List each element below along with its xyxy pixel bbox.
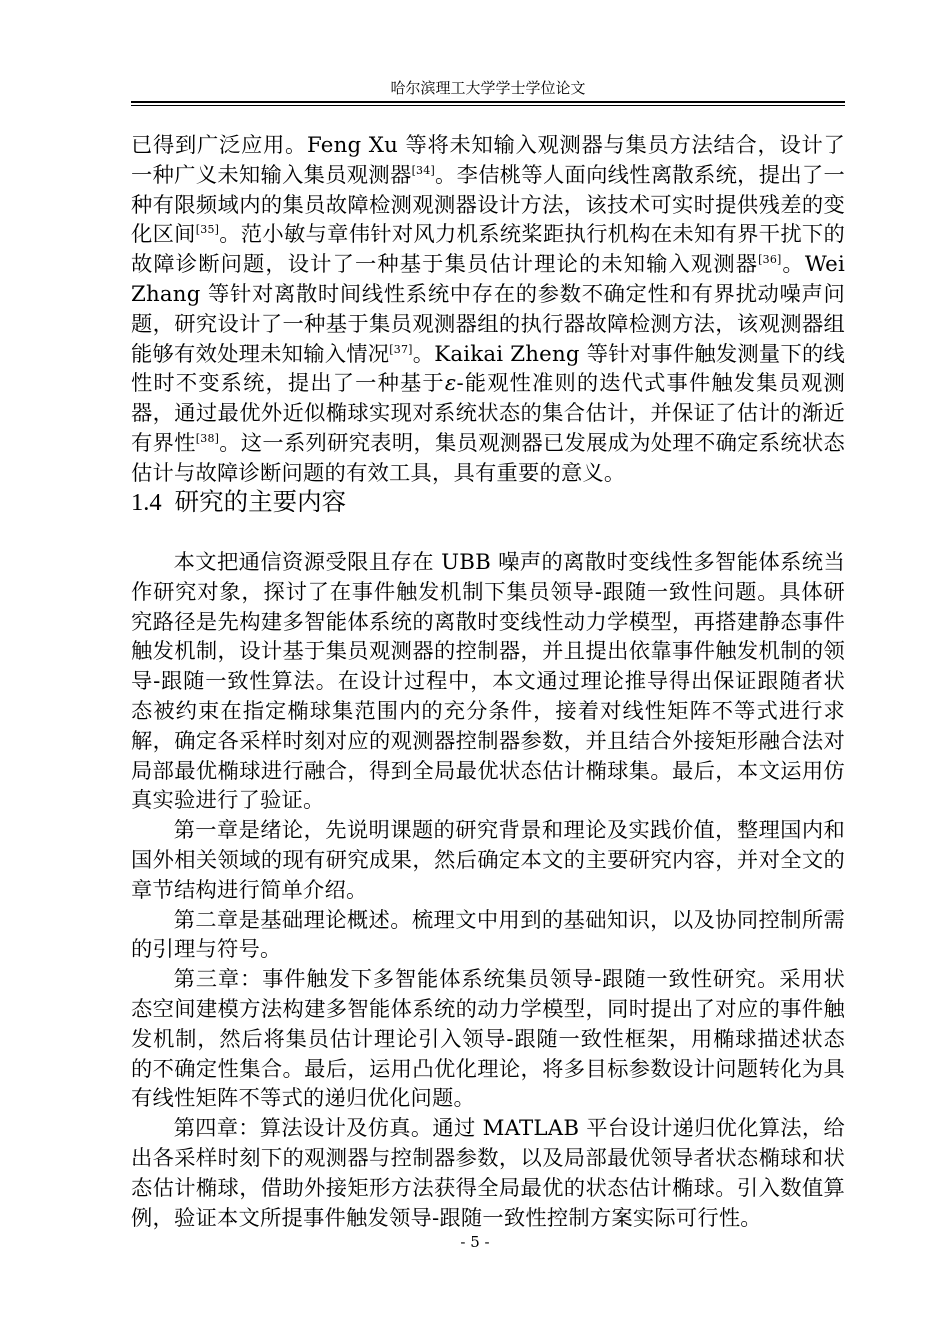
chapter-three-paragraph: 第三章：事件触发下多智能体系统集员领导-跟随一致性研究。采用状态空间建模方法构建多智能体系统的动力学模型，同时提出了对应的事件触发机制，然后将集员估计理论引入领导-跟随一致性框架，用椭球描述状态的不确定性集合。最后，运用凸优化理论，将多目标参数设计问题转化为具有线性矩阵不等式的递归优化问题。 <box>131 967 845 1112</box>
intro-text: 。李佶桃等人面向线性离散系统，提出了一种有限频域内的集员故障检测观测器设计方法，该技术可实时提供残差的变化区间 <box>131 162 845 248</box>
chapter-two-paragraph: 第二章是基础理论概述。梳理文中用到的基础知识，以及协同控制所需的引理与符号。 <box>131 907 845 963</box>
citation-38: [38] <box>195 431 220 445</box>
intro-paragraph <box>131 131 845 489</box>
citation-34: [34] <box>411 163 435 177</box>
chapter-one-paragraph: 第一章是绪论，先说明课题的研究背景和理论及实践价值，整理国内和国外相关领域的现有研究成果，然后确定本文的主要研究内容，并对全文的章节结构进行简单介绍。 <box>131 818 845 903</box>
citation-37: [37] <box>389 342 413 356</box>
header-rule <box>131 101 845 106</box>
content-paragraph: 本文把通信资源受限且存在 UBB 噪声的离散时变线性多智能体系统当作研究对象，探讨了在事件触发机制下集员领导-跟随一致性问题。具体研究路径是先构建多智能体系统的离散时变线性动力学模型，再搭建静态事件触发机制，设计基于集员观测器的控制器，并且提出依靠事件触发机制的领导-跟随一致性算法。在设计过程中，本文通过理论推导得出保证跟随者状态被约束在指定椭球集范围内的充分条件，接着对线性矩阵不等式进行求解，确定各采样时刻对应的观测器控制器参数，并且结合外接矩形融合法对局部最优椭球进行融合，得到全局最优状态估计椭球集。最后，本文运用仿真实验进行了验证。 <box>131 550 845 814</box>
running-header: 哈尔滨理工大学学士学位论文 <box>390 79 586 97</box>
intro-text: 。Wei Zhang 等针对离散时间线性系统中存在的参数不确定性和有界扰动噪声问题，研究设计了一种基于集员观测器组的执行器故障检测方法，该观测器组能够有效处理未知输入情况 <box>131 252 845 367</box>
section-number: 1.4 <box>131 489 162 516</box>
epsilon-symbol: ε <box>444 371 457 397</box>
citation-36: [36] <box>758 253 782 267</box>
main-text-block <box>131 548 845 1233</box>
citation-35: [35] <box>195 223 220 237</box>
intro-text: 。Kaikai Zheng 等针对事件触发测量下的线性时不变系统，提出了一种基于 <box>131 341 845 397</box>
page-number: - 5 - <box>460 1233 490 1251</box>
intro-text: 。范小敏与章伟针对风力机系统桨距执行机构在未知有界干扰下的故障诊断问题，设计了一种基于集员估计理论的未知输入观测器 <box>131 222 845 278</box>
section-title: 研究的主要内容 <box>174 487 347 516</box>
intro-text: 已得到广泛应用。Feng Xu 等将未知输入观测器与集员方法结合，设计了一种广义未知输入集员观测器 <box>131 133 845 188</box>
section-heading <box>131 487 346 518</box>
chapter-four-paragraph: 第四章：算法设计及仿真。通过 MATLAB 平台设计递归优化算法，给出各采样时刻下的观测器与控制器参数，以及局部最优领导者状态椭球和状态估计椭球，借助外接矩形方法获得全局最优的状态估计椭球。引入数值算例，验证本文所提事件触发领导-跟随一致性控制方案实际可行性。 <box>131 1116 845 1231</box>
intro-text: -能观性准则的迭代式事件触发集员观测器，通过最优外近似椭球实现对系统状态的集合估计，并保证了估计的渐近有界性 <box>131 371 845 456</box>
intro-text: 。这一系列研究表明，集员观测器已发展成为处理不确定系统状态估计与故障诊断问题的有效工具，具有重要的意义。 <box>131 430 845 486</box>
intro-text-block <box>131 131 845 489</box>
